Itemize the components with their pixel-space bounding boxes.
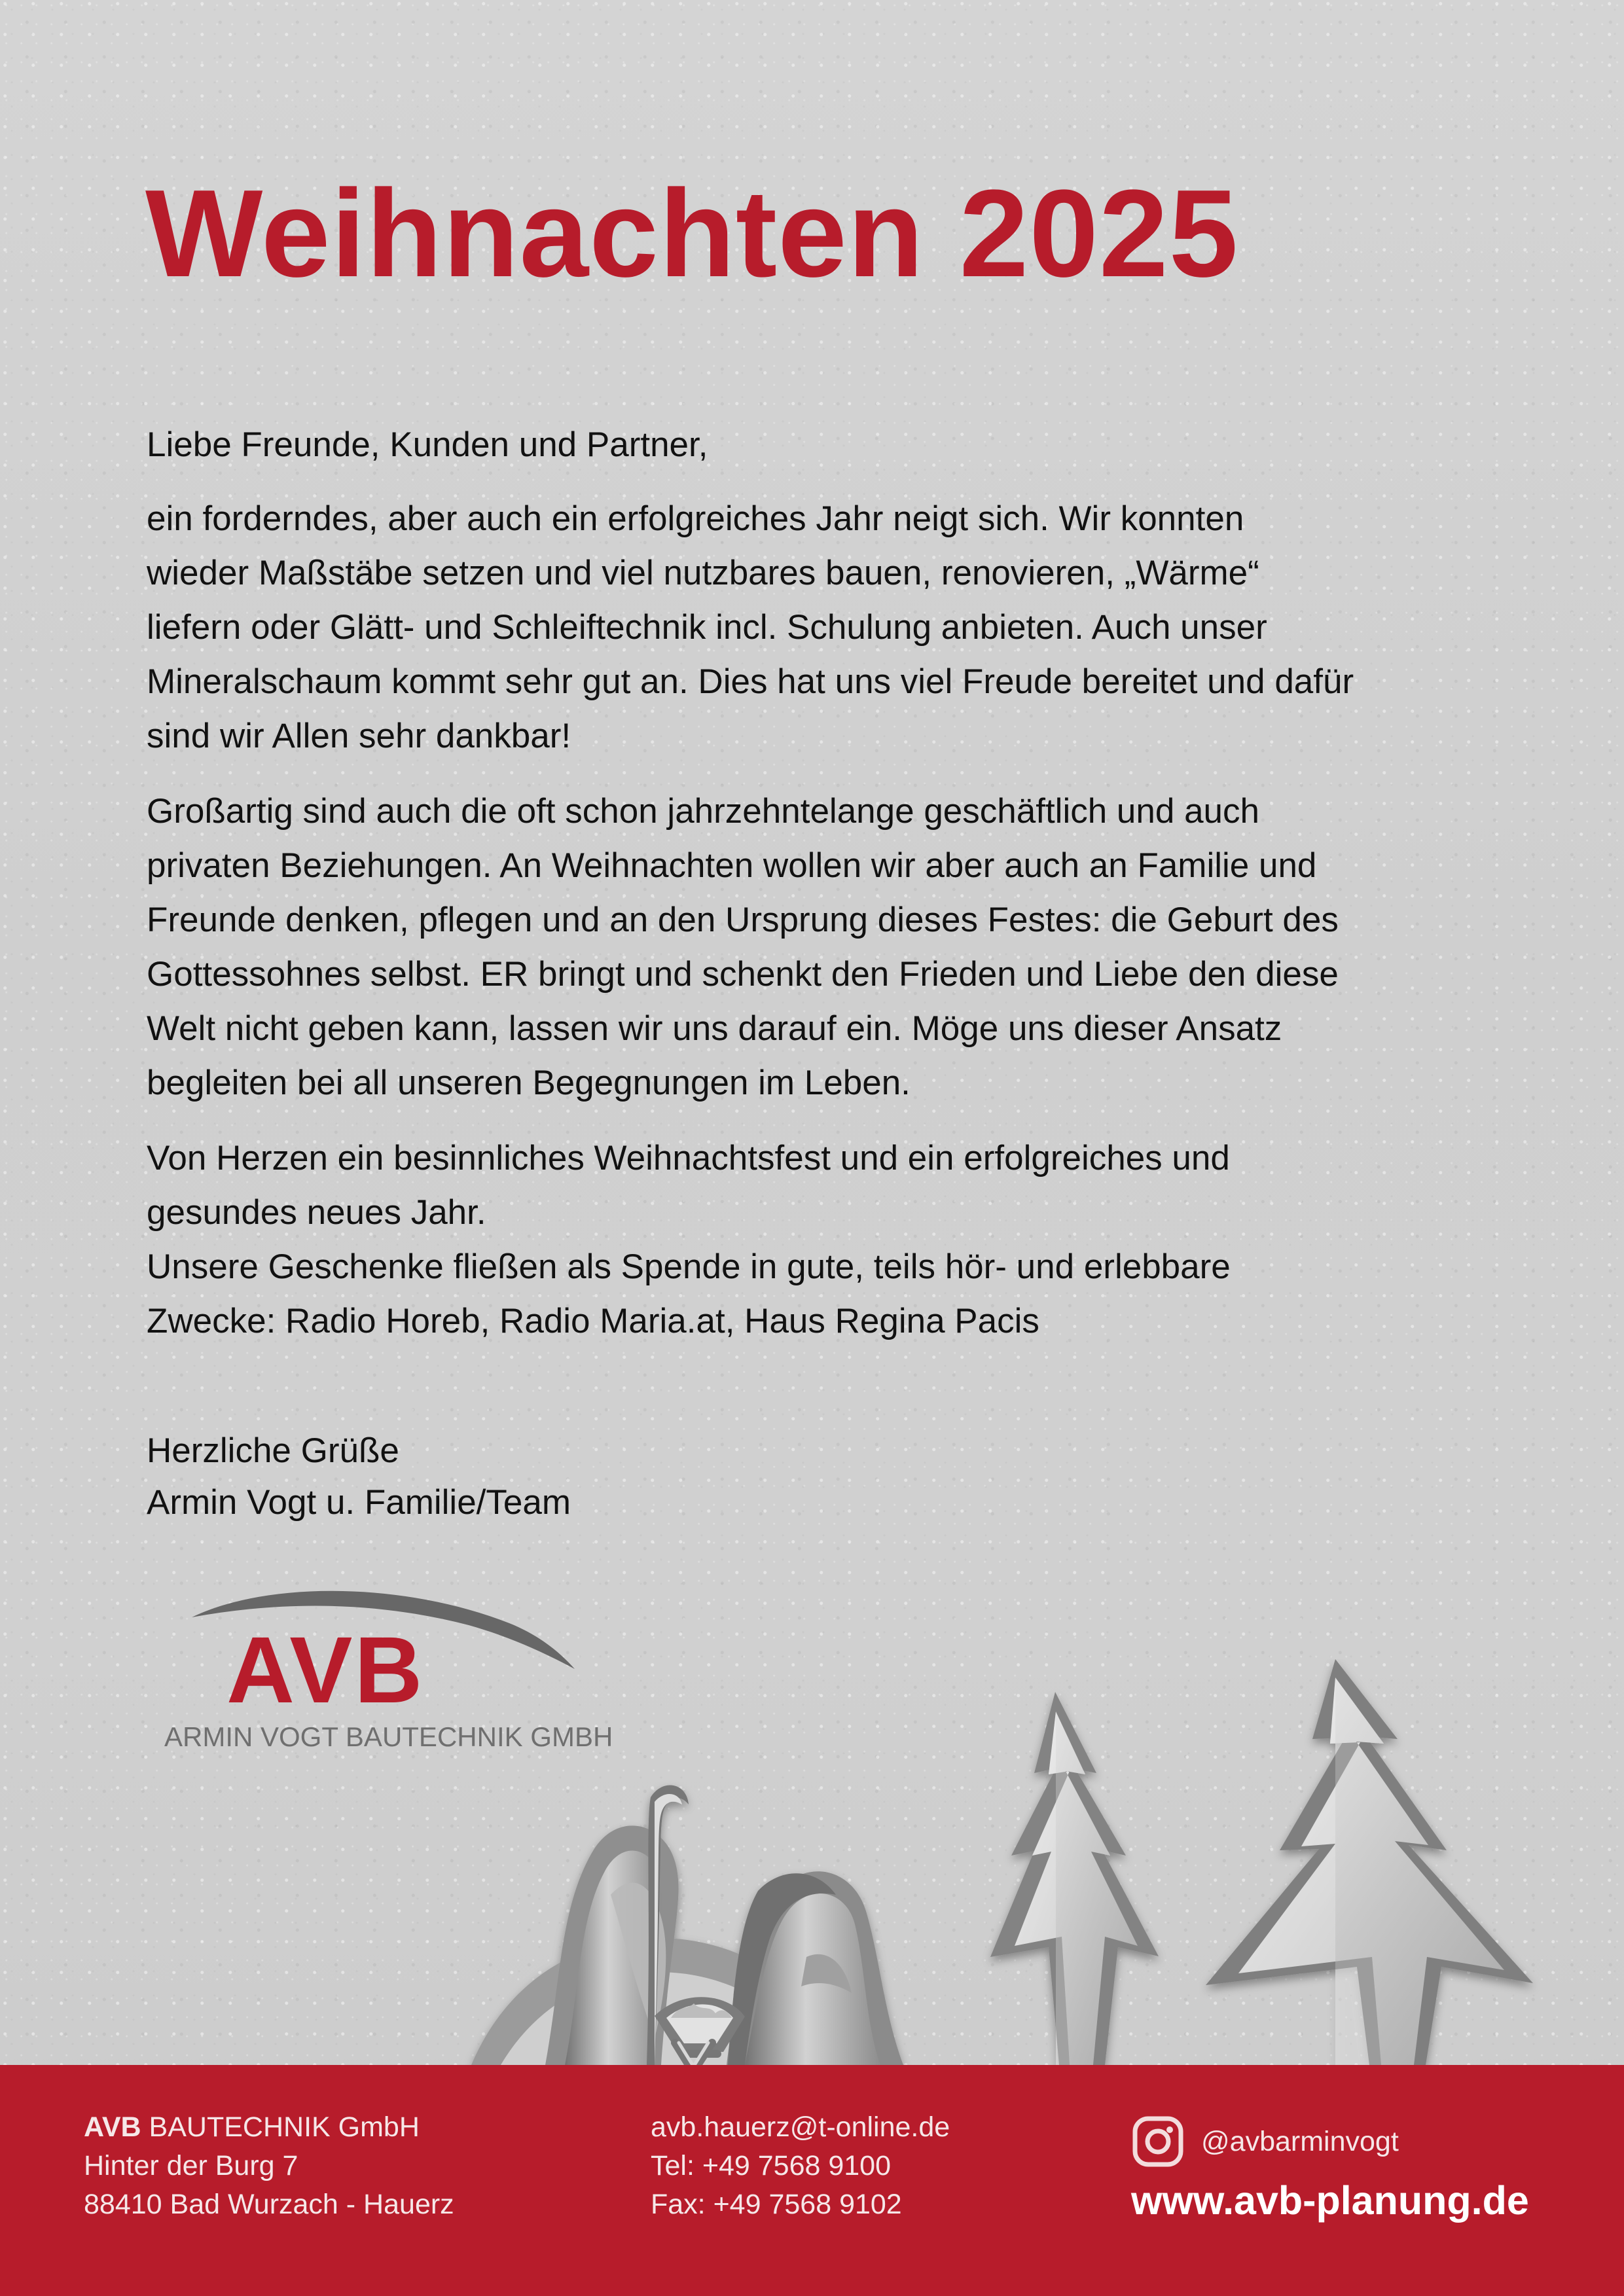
city-address: 88410 Bad Wurzach - Hauerz [84, 2189, 454, 2220]
company-name-rest: BAUTECHNIK GmbH [141, 2111, 420, 2143]
instagram-icon [1131, 2115, 1185, 2168]
street-address: Hinter der Burg 7 [84, 2150, 298, 2181]
letter-line: Unsere Geschenke fließen als Spende in gute, teils hör- und erlebbare [147, 1247, 1231, 1286]
instagram-handle-row [1131, 2113, 1399, 2170]
letter-line: Von Herzen ein besinnliches Weihnachtsfest und ein erfolgreiches und [147, 1139, 1230, 1177]
fax-number: Fax: +49 7568 9102 [651, 2189, 902, 2220]
instagram-handle: @avbarminvogt [1201, 2125, 1399, 2157]
letter-line: gesundes neues Jahr. [147, 1193, 486, 1232]
letter-line: liefern oder Glätt- und Schleiftechnik incl. Schulung anbieten. Auch unser [147, 608, 1267, 647]
letter-line: ein forderndes, aber auch ein erfolgreiches Jahr neigt sich. Wir konnten [147, 499, 1244, 538]
company-name [84, 2108, 454, 2147]
letter-line: begleiten bei all unseren Begegnungen im Leben. [147, 1064, 911, 1102]
letter-paragraph [147, 492, 1502, 763]
email-address: avb.hauerz@t-online.de [651, 2111, 950, 2143]
letter-closing [147, 1425, 571, 1528]
signature-line: Armin Vogt u. Familie/Team [147, 1483, 571, 1522]
letter-line: Welt nicht geben kann, lassen wir uns darauf ein. Möge uns dieser Ansatz [147, 1009, 1282, 1048]
letter-paragraph [147, 1131, 1502, 1348]
letter-line: Zwecke: Radio Horeb, Radio Maria.at, Haus Regina Pacis [147, 1302, 1039, 1340]
letter-body [147, 418, 1502, 1369]
letter-line: Mineralschaum kommt sehr gut an. Dies hat uns viel Freude bereitet und dafür [147, 662, 1354, 701]
letter-line: wieder Maßstäbe setzen und viel nutzbares bauen, renovieren, „Wärme“ [147, 554, 1259, 592]
letter-line: Gottessohnes selbst. ER bringt und schenkt den Frieden und Liebe den diese [147, 955, 1339, 994]
letter-salutation: Liebe Freunde, Kunden und Partner, [147, 425, 708, 464]
letter-line: Freunde denken, pflegen und an den Ursprung dieses Festes: die Geburt des [147, 901, 1339, 939]
logo-company-name: ARMIN VOGT BAUTECHNIK GMBH [164, 1721, 613, 1752]
website-url: www.avb-planung.de [1131, 2178, 1529, 2223]
letter-paragraph [147, 784, 1502, 1110]
phone-number: Tel: +49 7568 9100 [651, 2150, 892, 2181]
letter-line: Großartig sind auch die oft schon jahrzehntelange geschäftlich und auch [147, 792, 1260, 831]
greeting-line: Herzliche Grüße [147, 1431, 399, 1470]
nativity-scene-icon [0, 1659, 1624, 2065]
christmas-tree-icon [990, 1659, 1533, 2065]
letter-line: privaten Beziehungen. An Weihnachten wollen wir aber auch an Familie und [147, 846, 1317, 885]
contact-footer [0, 2065, 1624, 2296]
company-brand: AVB [84, 2111, 141, 2143]
contact-details [651, 2108, 950, 2224]
logo-wordmark: AVB [226, 1617, 425, 1723]
page-title: Weihnachten 2025 [145, 164, 1239, 303]
company-address [84, 2108, 454, 2224]
letter-line: sind wir Allen sehr dankbar! [147, 717, 571, 755]
